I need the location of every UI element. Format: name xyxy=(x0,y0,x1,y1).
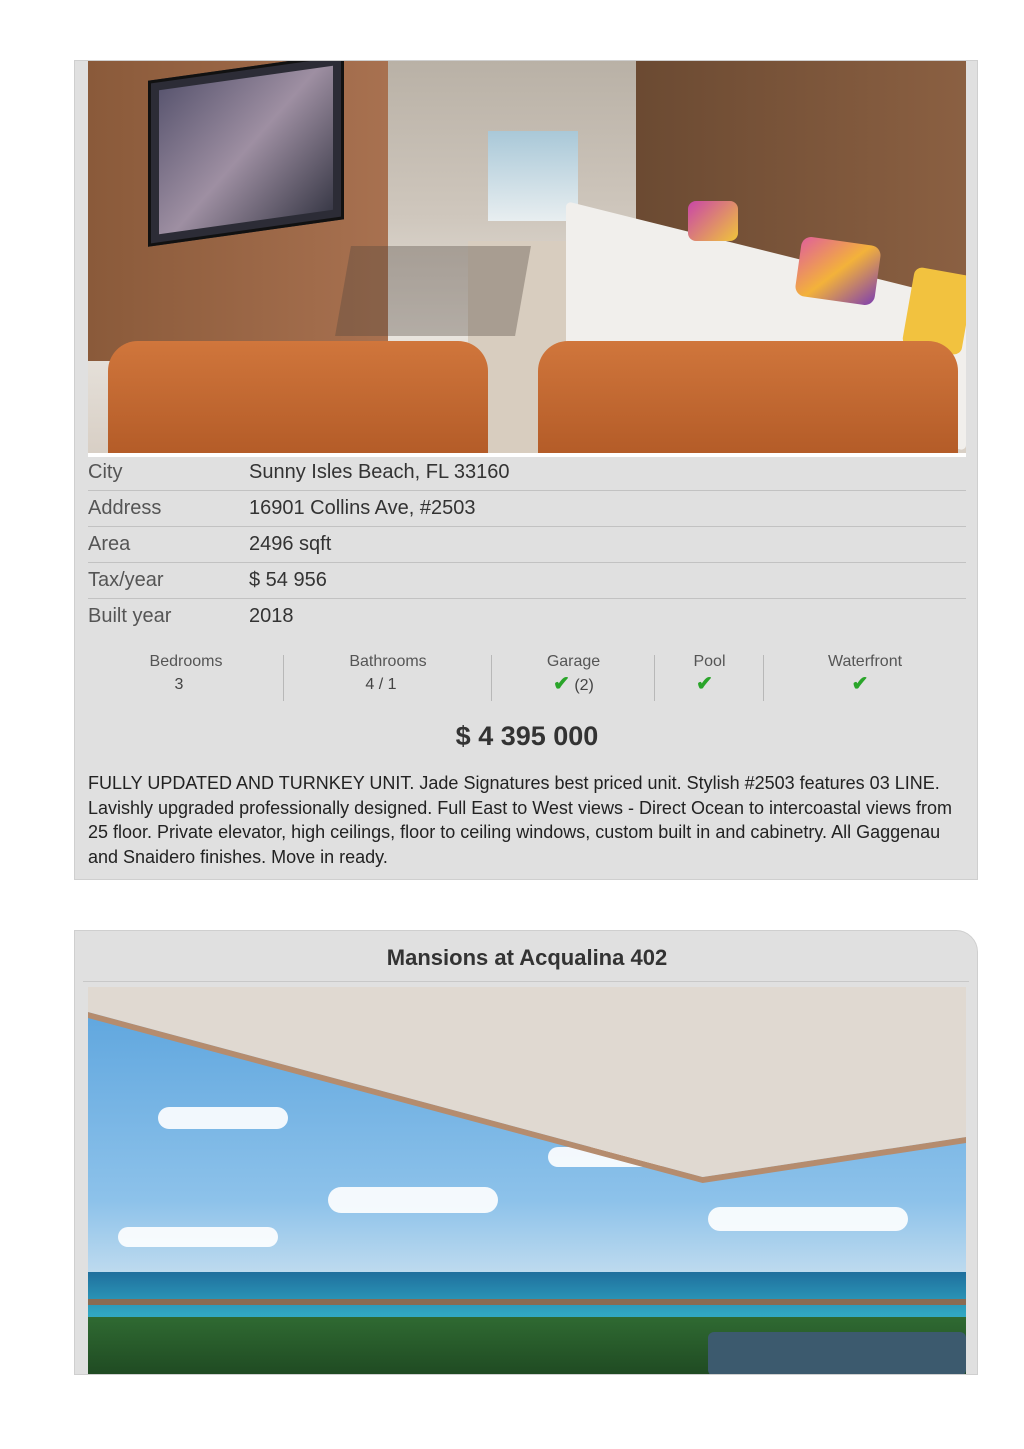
spec-value: 16901 Collins Ave, #2503 xyxy=(249,497,476,519)
feature-value xyxy=(492,673,655,695)
spec-label: Area xyxy=(88,533,131,555)
feature-pool xyxy=(655,653,764,701)
spec-row-city xyxy=(88,455,966,491)
spec-value: 2496 sqft xyxy=(249,533,332,555)
garage-count: (2) xyxy=(574,677,594,694)
spec-row-built-year xyxy=(88,599,966,634)
listing-title[interactable]: Mansions at Acqualina 402 xyxy=(386,945,668,970)
listing-photo[interactable] xyxy=(88,61,966,457)
photo-tv-screen xyxy=(159,66,333,234)
feature-label: Pool xyxy=(693,653,726,670)
specs-table xyxy=(88,455,966,634)
spec-row-tax xyxy=(88,563,966,599)
features-row xyxy=(88,653,966,701)
check-icon: ✔ xyxy=(553,673,570,695)
photo-railing xyxy=(88,1299,966,1305)
divider xyxy=(83,981,969,982)
listing-price: $ 4 395 000 xyxy=(455,721,599,751)
feature-garage xyxy=(492,653,655,701)
photo-chair xyxy=(538,341,958,453)
feature-label: Garage xyxy=(546,653,601,670)
feature-waterfront xyxy=(764,653,966,701)
check-icon: ✔ xyxy=(851,673,869,695)
spec-row-address xyxy=(88,491,966,527)
spec-value: $ 54 956 xyxy=(249,569,327,591)
photo-window xyxy=(488,131,578,221)
photo-cloud xyxy=(158,1107,288,1129)
photo-cloud xyxy=(118,1227,278,1247)
feature-value xyxy=(655,673,754,695)
feature-value xyxy=(764,673,956,695)
photo-furniture xyxy=(708,1332,966,1375)
photo-pillow xyxy=(794,236,882,307)
photo-tv xyxy=(148,61,344,247)
feature-label: Waterfront xyxy=(827,653,903,670)
spec-value: Sunny Isles Beach, FL 33160 xyxy=(249,461,510,483)
feature-value: 4 / 1 xyxy=(365,676,397,693)
feature-label: Bathrooms xyxy=(349,653,427,670)
spec-label: Address xyxy=(88,497,162,519)
listing-card xyxy=(74,60,978,880)
spec-value: 2018 xyxy=(249,605,294,627)
spec-label: Built year xyxy=(88,605,172,627)
spec-label: Tax/year xyxy=(88,569,164,591)
check-icon: ✔ xyxy=(696,673,713,695)
spec-row-area xyxy=(88,527,966,563)
photo-chair xyxy=(108,341,488,453)
feature-label: Bedrooms xyxy=(149,653,223,670)
listing-photo[interactable] xyxy=(88,987,966,1375)
feature-value: 3 xyxy=(174,676,184,693)
listing-description: FULLY UPDATED AND TURNKEY UNIT. Jade Signatures best priced unit. Stylish #2503 features 03 LINE. Lavishly upgraded professionally designed. Full East to West views - Direct Ocean to intercoastal views from 25 floor. Private elevator, high ceilings, floor to ceiling windows, custom built in and cabinetry. All Gaggenau and Snaidero finishes. Move in ready. xyxy=(88,773,953,867)
photo-pillow xyxy=(688,201,738,241)
listing-card xyxy=(74,930,978,1375)
spec-label: City xyxy=(88,461,123,483)
feature-bathrooms xyxy=(284,653,492,701)
photo-cloud xyxy=(328,1187,498,1213)
photo-table xyxy=(335,246,531,336)
feature-bedrooms xyxy=(88,653,284,701)
photo-cloud xyxy=(708,1207,908,1231)
